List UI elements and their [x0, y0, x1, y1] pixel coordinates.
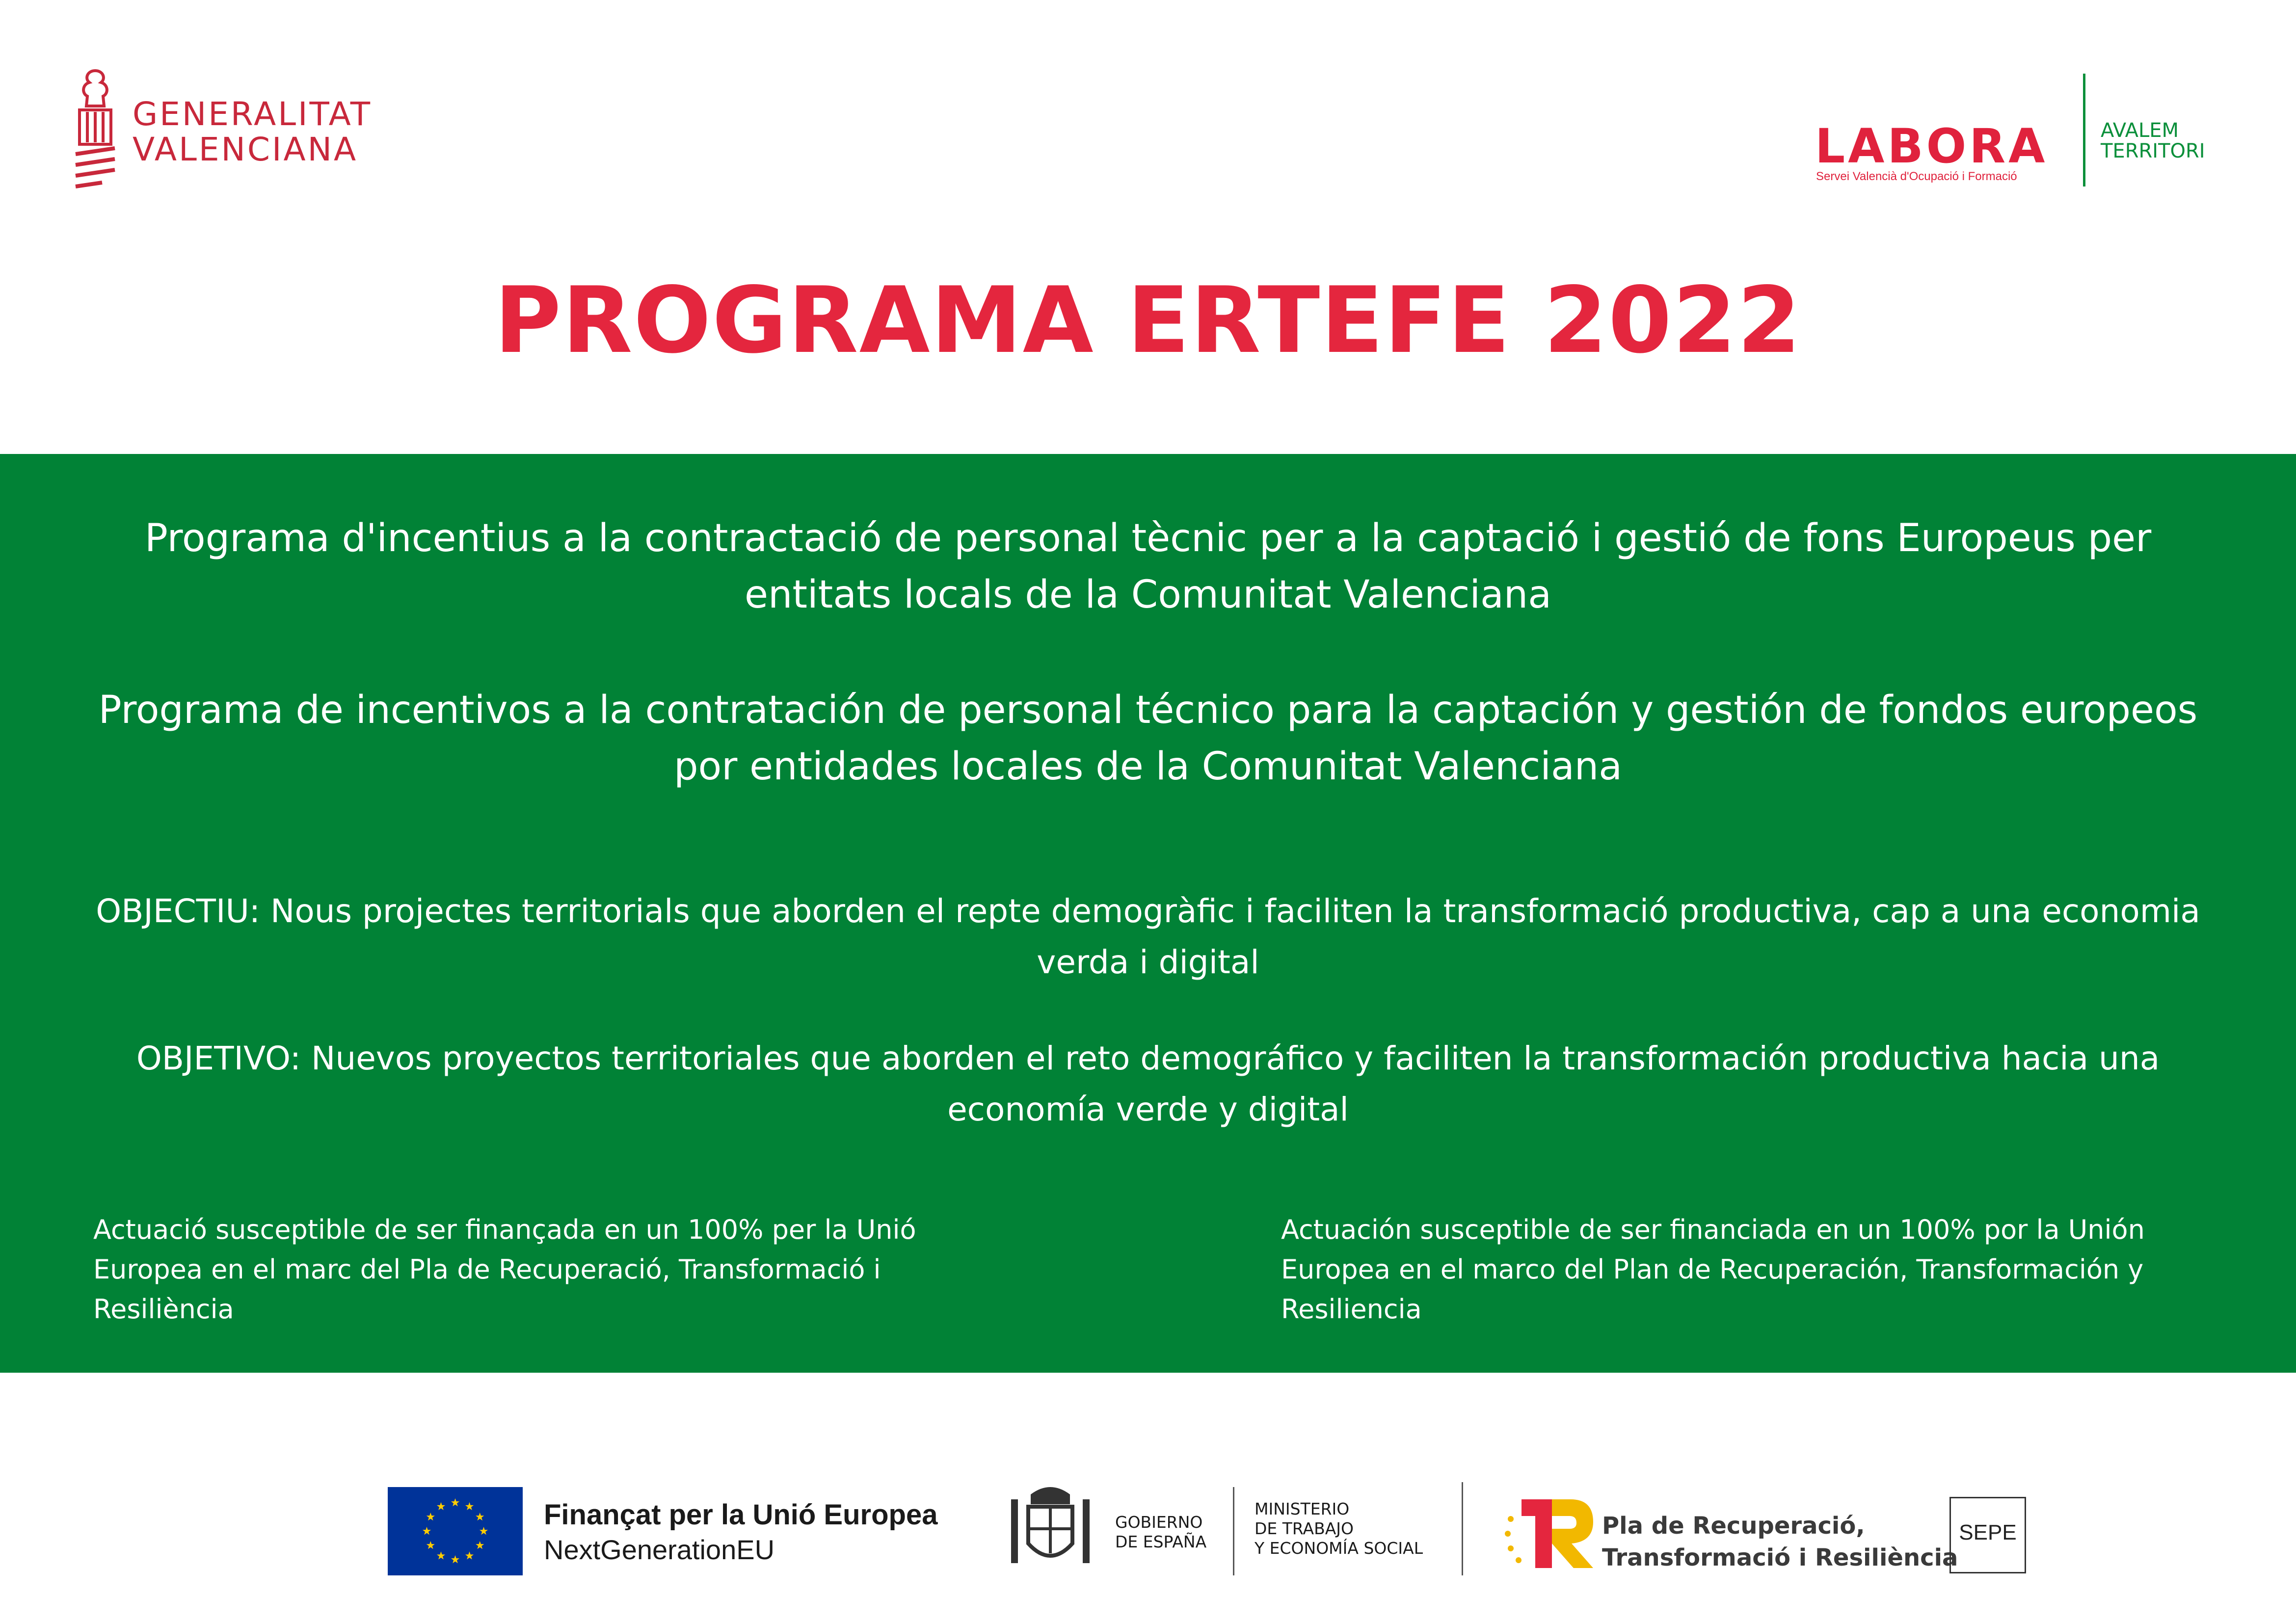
funding-note-catalan: Actuació susceptible de ser finançada en un 100% per la Unió Europea en el marc del Pla de Recuperació, Transformació i Resiliència [93, 1214, 916, 1325]
labora-logo [1811, 74, 2228, 191]
prtr-line1: Pla de Recuperació, [1602, 1512, 1865, 1540]
generalitat-logo [73, 68, 387, 195]
generalitat-emblem-icon [73, 68, 118, 190]
footer-divider [1462, 1482, 1463, 1575]
footer-divider [1233, 1487, 1234, 1575]
ministerio-line1: MINISTERIO [1255, 1499, 1350, 1518]
eu-funded-text: Finançat per la Unió Europea [544, 1499, 938, 1531]
ministerio-line3: Y ECONOMÍA SOCIAL [1255, 1539, 1423, 1558]
description-catalan: Programa d'incentius a la contractació de personal tècnic per a la captació i gestió de fons Europeus per entitats locals de la Comunitat Valenciana [144, 516, 2152, 617]
labora-wordmark: LABORA [1815, 119, 2048, 174]
page-title: PROGRAMA ERTEFE 2022 [494, 267, 1802, 373]
gobierno-line2: DE ESPAÑA [1115, 1532, 1207, 1551]
sepe-logo [1949, 1497, 2026, 1573]
objective-spanish: OBJETIVO: Nuevos proyectos territoriales que aborden el reto demográfico y faciliten la transformación productiva hacia una economía verde y digital [136, 1039, 2160, 1128]
objective-catalan: OBJECTIU: Nous projectes territorials que aborden el repte demogràfic i faciliten la transformació productiva, cap a una economia verda i digital [96, 892, 2200, 981]
ministerio-line2: DE TRABAJO [1255, 1519, 1354, 1538]
labora-subtitle: Servei Valencià d'Ocupació i Formació [1816, 170, 2017, 183]
description-spanish: Programa de incentivos a la contratación de personal técnico para la captación y gestión de fondos europeos por entidades locales de la Comunitat Valenciana [98, 688, 2198, 789]
spain-coat-of-arms-icon [1001, 1480, 1099, 1578]
prtr-logo-icon [1502, 1494, 1600, 1573]
gobierno-line1: GOBIERNO [1115, 1513, 1203, 1532]
info-panel [0, 454, 2296, 1373]
labora-slogan-line1: AVALEM [2101, 119, 2179, 142]
generalitat-name-line2: VALENCIANA [133, 131, 358, 168]
eu-flag-icon [388, 1487, 523, 1575]
labora-slogan-line2: TERRITORI [2101, 140, 2205, 162]
prtr-line2: Transformació i Resiliència [1602, 1544, 1958, 1571]
generalitat-name-line1: GENERALITAT [133, 95, 373, 133]
sepe-label: SEPE [1959, 1520, 2017, 1544]
eu-nextgen-text: NextGenerationEU [544, 1534, 775, 1565]
labora-divider [2083, 74, 2085, 186]
funding-note-spanish: Actuación susceptible de ser financiada en un 100% por la Unión Europea en el marco del Plan de Recuperación, Transformación y Resiliencia [1281, 1214, 2145, 1325]
